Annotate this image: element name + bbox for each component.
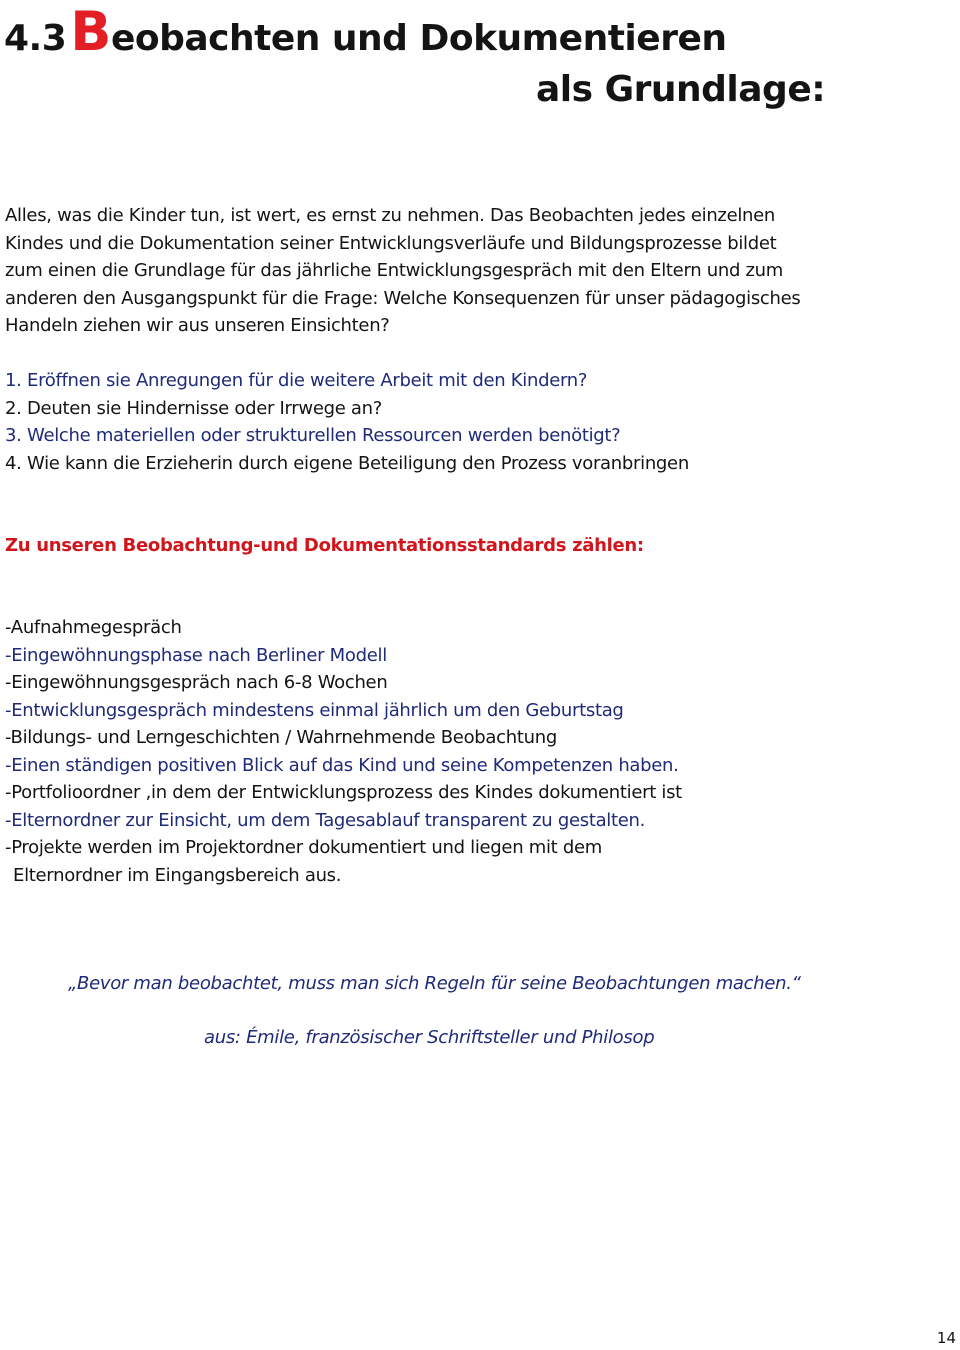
standards-list bbox=[5, 614, 955, 889]
intro-line: Handeln ziehen wir aus unseren Einsichten? bbox=[5, 315, 390, 336]
intro-paragraph bbox=[5, 202, 955, 340]
standards-item: -Einen ständigen positiven Blick auf das Kind und seine Kompetenzen haben. bbox=[5, 754, 679, 776]
standards-item: -Entwicklungsgespräch mindestens einmal jährlich um den Geburtstag bbox=[5, 699, 624, 721]
standards-item: -Projekte werden im Projektordner dokumentiert und liegen mit dem bbox=[5, 837, 602, 858]
standards-item: -Eingewöhnungsphase nach Berliner Modell bbox=[5, 644, 387, 666]
intro-line: Alles, was die Kinder tun, ist wert, es ernst zu nehmen. Das Beobachten jedes einzelnen bbox=[5, 205, 776, 226]
question-item: 1. Eröffnen sie Anregungen für die weitere Arbeit mit den Kindern? bbox=[5, 370, 588, 391]
standards-item: -Elternordner zur Einsicht, um dem Tagesablauf transparent zu gestalten. bbox=[5, 809, 646, 831]
intro-line: anderen den Ausgangspunkt für die Frage: Welche Konsequenzen für unser pädagogisches bbox=[5, 287, 801, 309]
title-initial-letter: B bbox=[70, 0, 111, 63]
quote-text: „Bevor man beobachtet, muss man sich Regeln für seine Beobachtungen machen.“ bbox=[68, 973, 801, 994]
title-text: eobachten und Dokumentieren bbox=[110, 18, 727, 59]
standards-item-continuation: Elternordner im Eingangsbereich aus. bbox=[13, 864, 342, 886]
standards-item: -Eingewöhnungsgespräch nach 6-8 Wochen bbox=[5, 672, 388, 693]
question-item: 3. Welche materiellen oder strukturellen Ressourcen werden benötigt? bbox=[5, 425, 621, 446]
page-title-line2: als Grundlage: bbox=[536, 69, 826, 110]
question-item: 2. Deuten sie Hindernisse oder Irrwege an? bbox=[5, 397, 383, 419]
standards-item: -Bildungs- und Lerngeschichten / Wahrnehmende Beobachtung bbox=[5, 727, 557, 748]
page-number: 14 bbox=[936, 1329, 956, 1347]
question-list bbox=[5, 367, 955, 477]
standards-heading: Zu unseren Beobachtung-und Dokumentationsstandards zählen: bbox=[5, 535, 644, 556]
section-number: 4.3 bbox=[4, 18, 67, 59]
intro-line: zum einen die Grundlage für das jährliche Entwicklungsgespräch mit den Eltern und zum bbox=[5, 260, 784, 281]
intro-line: Kindes und die Dokumentation seiner Entwicklungsverläufe und Bildungsprozesse bildet bbox=[5, 232, 777, 254]
question-item: 4. Wie kann die Erzieherin durch eigene Beteiligung den Prozess voranbringen bbox=[5, 452, 689, 474]
page-title bbox=[4, 2, 727, 69]
standards-item: -Aufnahmegespräch bbox=[5, 617, 182, 638]
quote-source: aus: Émile, französischer Schriftsteller und Philosop bbox=[204, 1027, 655, 1048]
standards-item: -Portfolioordner ,in dem der Entwicklungsprozess des Kindes dokumentiert ist bbox=[5, 782, 682, 803]
